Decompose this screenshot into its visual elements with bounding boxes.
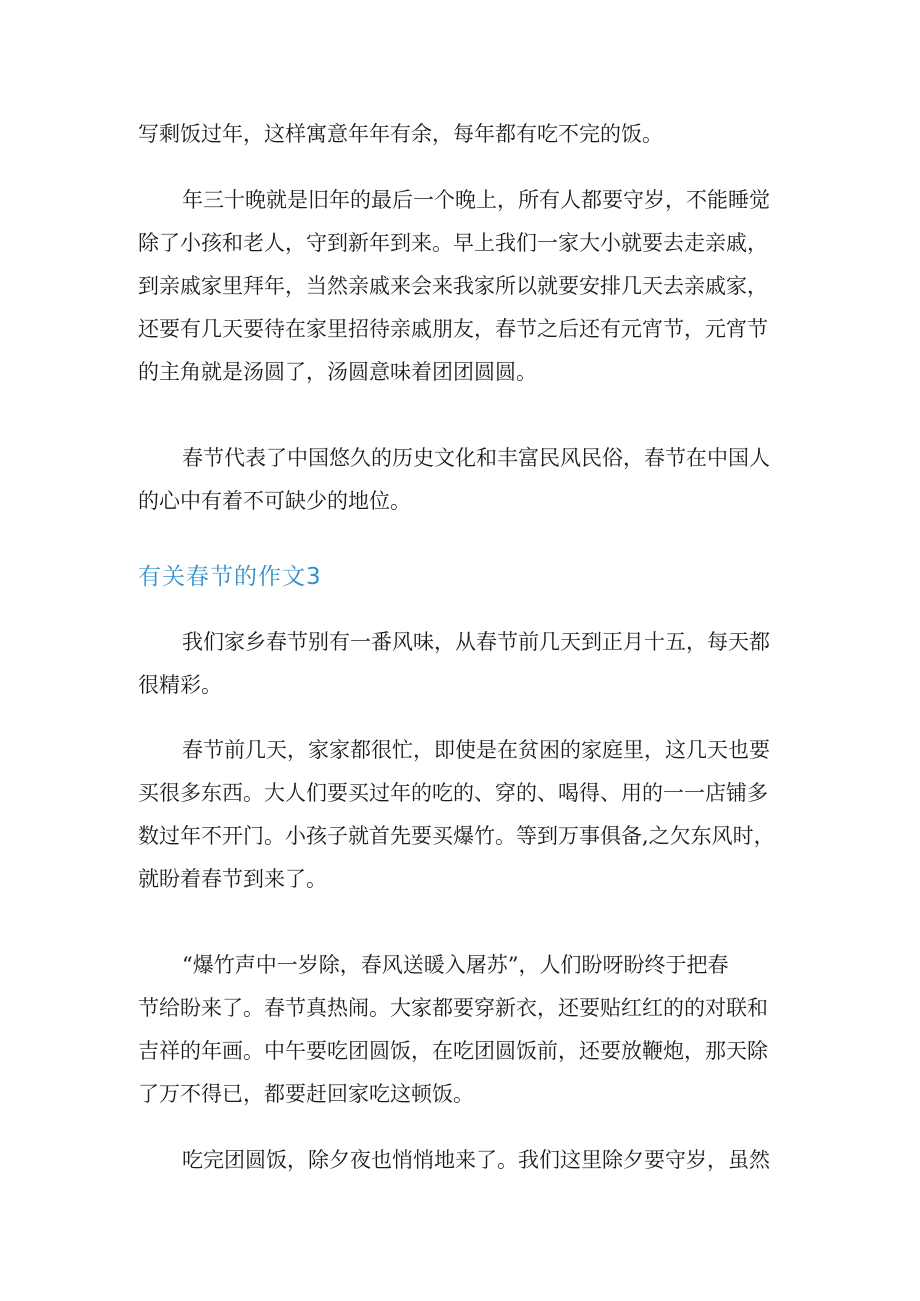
text-line: 节给盼来了。春节真热闹。大家都要穿新衣，还要贴红红的的对联和 bbox=[138, 996, 768, 1020]
text-line: 春节前几天，家家都很忙，即使是在贫困的家庭里，这几天也要 bbox=[182, 738, 770, 762]
paragraph bbox=[138, 179, 788, 394]
section-heading: 有关春节的作文3 bbox=[138, 564, 322, 590]
paragraph bbox=[138, 621, 788, 707]
text-line: 的心中有着不可缺少的地位。 bbox=[138, 489, 411, 513]
text-line: 就盼着春节到来了。 bbox=[138, 867, 327, 891]
text-line: 数过年不开门。小孩子就首先要买爆竹。等到万事俱备,之欠东风时， bbox=[138, 824, 775, 848]
text-line: 年三十晚就是旧年的最后一个晚上，所有人都要守岁，不能睡觉 bbox=[182, 188, 770, 212]
text-line: 还要有几天要待在家里招待亲戚朋友，春节之后还有元宵节，元宵节 bbox=[138, 317, 768, 341]
text-line: “爆竹声中一岁除，春风送暖入屠苏”，人们盼呀盼终于把春 bbox=[182, 953, 729, 977]
text-line: 买很多东西。大人们要买过年的吃的、穿的、喝得、用的一一店铺多 bbox=[138, 781, 768, 805]
text-line: 到亲戚家里拜年，当然亲戚来会来我家所以就要安排几天去亲戚家， bbox=[138, 274, 768, 298]
text-line: 我们家乡春节别有一番风味，从春节前几天到正月十五，每天都 bbox=[182, 630, 770, 654]
text-line: 春节代表了中国悠久的历史文化和丰富民风民俗，春节在中国人 bbox=[182, 446, 770, 470]
paragraph bbox=[138, 944, 788, 1116]
text-line: 的主角就是汤圆了，汤圆意味着团团圆圆。 bbox=[138, 360, 537, 384]
text-line: 除了小孩和老人，守到新年到来。早上我们一家大小就要去走亲戚， bbox=[138, 231, 768, 255]
paragraph bbox=[138, 437, 788, 523]
text-line: 了万不得已，都要赶回家吃这顿饭。 bbox=[138, 1082, 474, 1106]
text-line: 很精彩。 bbox=[138, 673, 222, 697]
paragraph bbox=[138, 729, 788, 901]
text-line: 吉祥的年画。中午要吃团圆饭，在吃团圆饭前，还要放鞭炮，那天除 bbox=[138, 1039, 768, 1063]
text-line: 吃完团圆饭，除夕夜也悄悄地来了。我们这里除夕要守岁，虽然 bbox=[182, 1148, 770, 1172]
paragraph bbox=[138, 1139, 788, 1182]
text-line: 写剩饭过年，这样寓意年年有余，每年都有吃不完的饭。 bbox=[138, 122, 663, 146]
paragraph bbox=[138, 113, 788, 156]
